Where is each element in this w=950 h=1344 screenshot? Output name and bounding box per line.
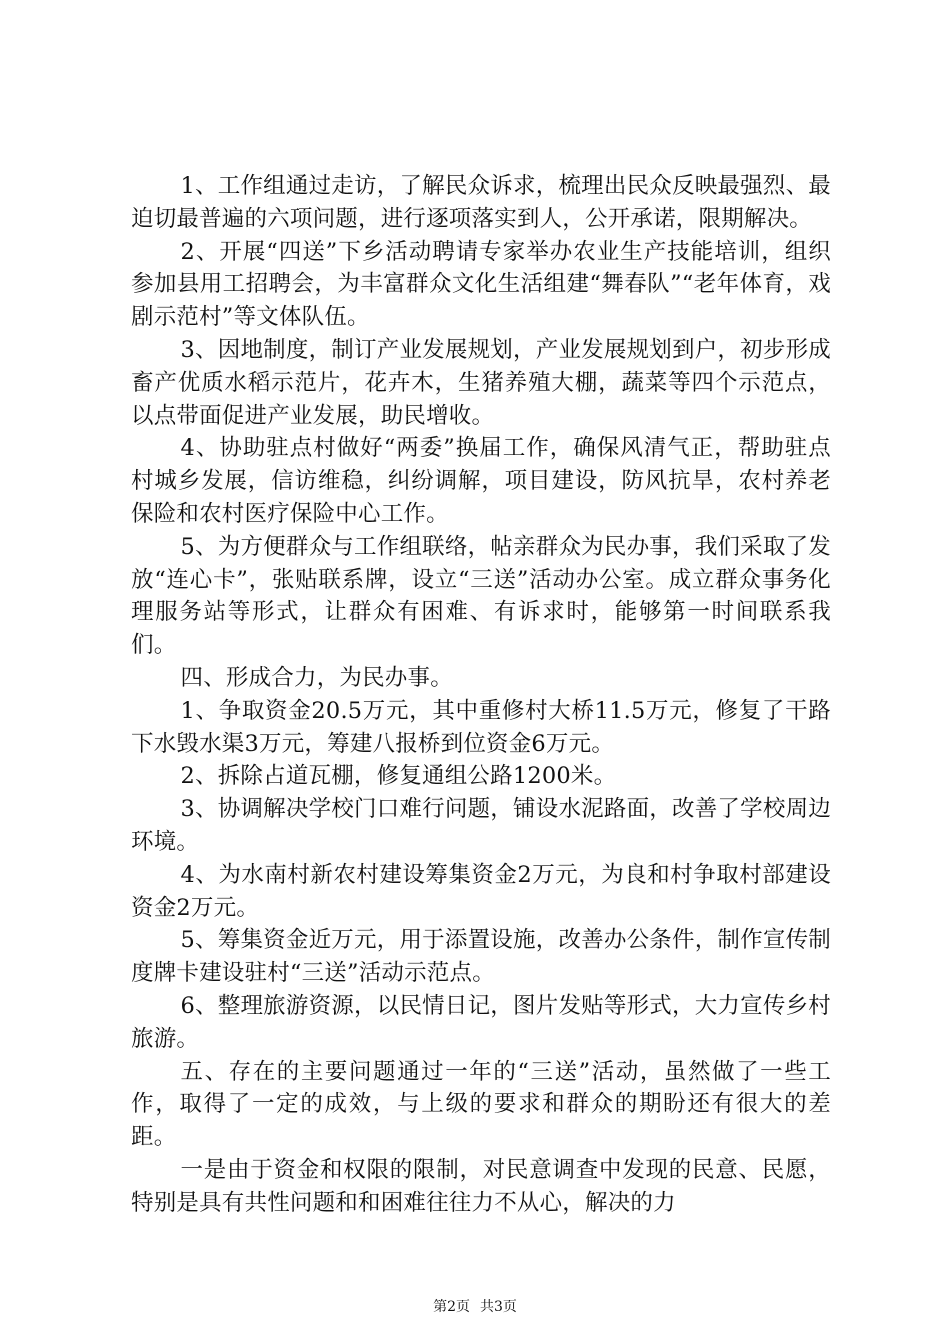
page-footer	[0, 1296, 950, 1316]
paragraph: 4、为水南村新农村建设筹集资金2万元，为良和村争取村部建设资金2万元。	[131, 861, 831, 921]
section-heading: 四、形成合力，为民办事。	[180, 664, 453, 691]
paragraph: 2、拆除占道瓦棚，修复通组公路1200米。	[180, 763, 617, 790]
paragraph: 五、存在的主要问题通过一年的“三送”活动，虽然做了一些工作，取得了一定的成效，与上级的要求和群众的期盼还有很大的差距。	[131, 1058, 831, 1151]
paragraph: 1、争取资金20.5万元，其中重修村大桥11.5万元，修复了干路下水毁水渠3万元，筹建八报桥到位资金6万元。	[131, 697, 831, 757]
paragraph: 4、协助驻点村做好“两委”换届工作，确保风清气正，帮助驻点村城乡发展，信访维稳，纠纷调解，项目建设，防风抗旱，农村养老保险和农村医疗保险中心工作。	[131, 435, 831, 527]
paragraph: 6、整理旅游资源，以民情日记，图片发贴等形式，大力宣传乡村旅游。	[131, 992, 831, 1052]
paragraph: 5、筹集资金近万元，用于添置设施，改善办公条件，制作宣传制度牌卡建设驻村“三送”活动示范点。	[131, 927, 831, 987]
paragraph: 5、为方便群众与工作组联络，帖亲群众为民办事，我们采取了发放“连心卡”，张贴联系牌，设立“三送”活动办公室。成立群众事务化理服务站等形式，让群众有困难、有诉求时，能够第一时间联系我们。	[131, 533, 831, 659]
paragraph: 2、开展“四送”下乡活动聘请专家举办农业生产技能培训，组织参加县用工招聘会，为丰富群众文化生活组建“舞春队”“老年体育，戏剧示范村”等文体队伍。	[131, 238, 831, 331]
paragraph: 一是由于资金和权限的限制，对民意调查中发现的民意、民愿，特别是具有共性问题和和困难往往力不从心，解决的力	[131, 1156, 831, 1216]
paragraph: 3、因地制度，制订产业发展规划，产业发展规划到户，初步形成畜产优质水稻示范片，花卉木，生猪养殖大棚，蔬菜等四个示范点，以点带面促进产业发展，助民增收。	[131, 336, 831, 429]
document-body	[131, 170, 831, 1220]
page-total: 共3页	[480, 1299, 517, 1315]
paragraph: 3、协调解决学校门口难行问题，铺设水泥路面，改善了学校周边环境。	[131, 796, 831, 855]
paragraph: 1、工作组通过走访，了解民众诉求，梳理出民众反映最强烈、最迫切最普遍的六项问题，进行逐项落实到人，公开承诺，限期解决。	[131, 173, 831, 232]
page-number: 第2页	[433, 1299, 470, 1315]
